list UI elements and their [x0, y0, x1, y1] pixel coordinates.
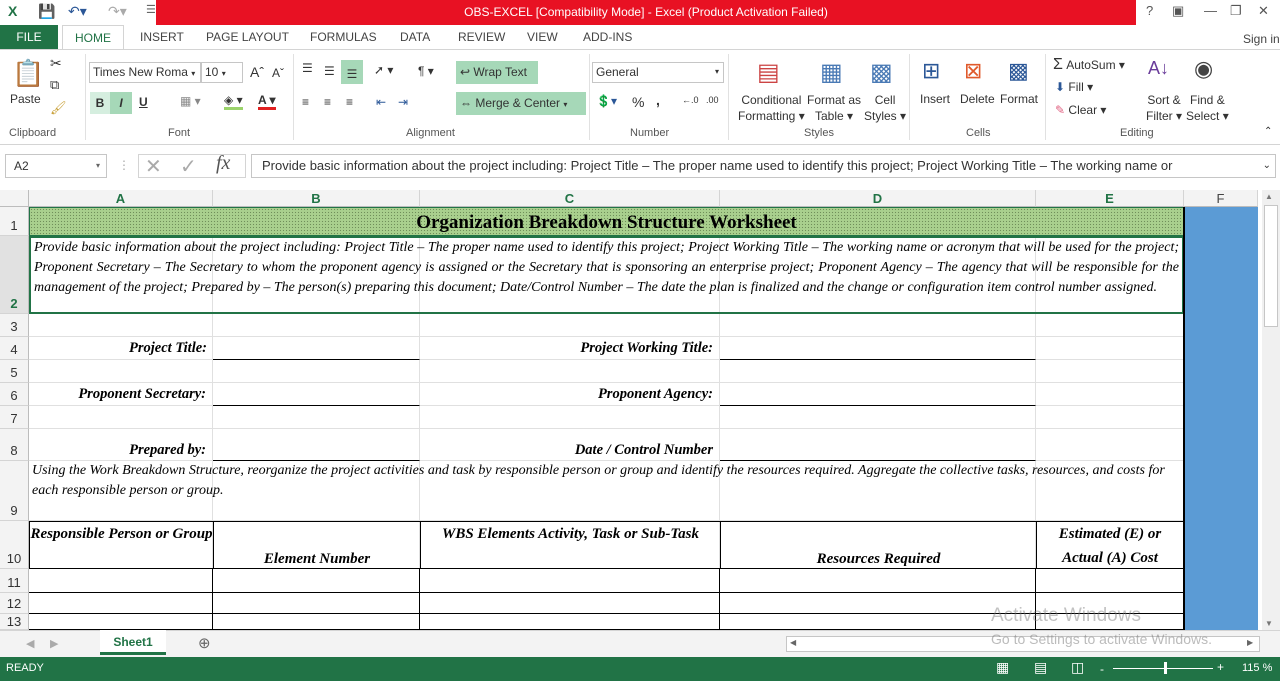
align-right-icon[interactable]: ≡	[346, 95, 354, 109]
grid-cell[interactable]	[720, 406, 1036, 429]
status-ready: READY	[6, 662, 44, 674]
header-responsible-person[interactable]: Responsible Person or Group	[29, 521, 214, 569]
editing-group-label: Editing	[1120, 127, 1154, 139]
borders-icon[interactable]: ▦ ▾	[180, 94, 201, 108]
row-header[interactable]: 3	[0, 314, 29, 337]
row-header[interactable]: 6	[0, 383, 29, 406]
window-title: OBS-EXCEL [Compatibility Mode] - Excel (Product Activation Failed)	[156, 0, 1136, 25]
font-size-value: 10	[205, 65, 219, 79]
watermark-title: Activate Windows	[991, 605, 1141, 626]
grid-cell[interactable]	[29, 314, 213, 337]
worksheet-title-cell[interactable]: Organization Breakdown Structure Worksheet	[29, 207, 1184, 236]
grid-cell[interactable]	[720, 360, 1036, 383]
grid-cell[interactable]	[213, 614, 420, 630]
grid-cell[interactable]	[213, 569, 420, 593]
decrease-font-icon[interactable]: Aˇ	[272, 66, 284, 80]
merge-icon: ⇔	[460, 96, 472, 110]
clear-button[interactable]: ✎ Clear ▾	[1055, 103, 1107, 117]
tab-page-layout[interactable]: PAGE LAYOUT	[206, 30, 289, 44]
tab-insert[interactable]: INSERT	[140, 30, 184, 44]
collapse-ribbon-icon[interactable]: ⌃	[1264, 126, 1273, 137]
tab-data[interactable]: DATA	[400, 30, 431, 44]
intro-cell-a2[interactable]: Provide basic information about the project including: Project Title – The proper name used to identify this project; Project Working Title – The working name or acronym that will be used for the project; Proponent Secretary – The Secretary to whom the proponent agency is assigned or the Secretary that is sponsoring an enterprise project; Proponent Agency – The agency that will be responsible for the management of the project; Prepared by – The person(s) preparing this document; Date/Control Number – The date the plan is finalized and the change or configuration item control number assigned.	[29, 236, 1184, 314]
format-as-table-icon[interactable]: ▦	[820, 59, 843, 86]
row-header[interactable]: 1	[0, 207, 29, 236]
row-header[interactable]: 8	[0, 429, 29, 461]
cancel-icon[interactable]: ✕	[145, 156, 162, 178]
sign-in-link[interactable]: Sign in	[1243, 32, 1280, 46]
grid-cell[interactable]	[720, 314, 1036, 337]
header-resources-required[interactable]: Resources Required	[720, 521, 1037, 569]
increase-indent-icon[interactable]: ⇥	[398, 95, 409, 109]
zoom-out-icon[interactable]: -	[1100, 662, 1104, 676]
header-element-number[interactable]: Element Number	[213, 521, 421, 569]
find-label-2: Select	[1186, 109, 1220, 123]
page-break-view-icon[interactable]: ◫	[1071, 659, 1085, 675]
grid-cell[interactable]	[420, 360, 720, 383]
row-header[interactable]: 11	[0, 569, 29, 593]
sort-filter-icon[interactable]: A↓	[1148, 58, 1170, 78]
insert-cells-icon[interactable]: ⊞	[922, 58, 941, 83]
column-header-c[interactable]: C	[420, 190, 720, 207]
grid-cell[interactable]	[29, 360, 213, 383]
vertical-scroll-thumb[interactable]	[1264, 205, 1278, 327]
autosum-button[interactable]: Σ AutoSum ▾	[1053, 56, 1125, 73]
fat-label-2: Table	[814, 109, 844, 123]
cf-label-2: Formatting	[738, 109, 796, 123]
close-icon[interactable]: ✕	[1258, 3, 1269, 18]
delete-cells-icon[interactable]: ⊠	[964, 58, 983, 83]
paste-icon[interactable]: 📋	[12, 58, 45, 88]
find-label: Find &	[1190, 93, 1225, 107]
grid-cell[interactable]	[213, 360, 420, 383]
underline-button[interactable]: U	[139, 95, 148, 109]
enter-icon[interactable]: ✓	[180, 156, 197, 178]
decrease-decimal-icon[interactable]: .00	[706, 95, 719, 105]
column-header-b[interactable]: B	[213, 190, 420, 207]
grid-cell[interactable]	[420, 314, 720, 337]
project-title-label[interactable]: Project Title:	[29, 337, 213, 360]
row-header[interactable]: 13	[0, 614, 29, 630]
cell-styles-button[interactable]: Cell Styles ▾	[864, 93, 907, 123]
autosum-label: AutoSum	[1066, 58, 1116, 72]
cells-group-label: Cells	[966, 127, 991, 139]
row-header[interactable]: 10	[0, 521, 29, 569]
grid-cell[interactable]	[213, 406, 420, 429]
row-header[interactable]: 2	[0, 236, 29, 314]
save-icon[interactable]: 💾	[38, 3, 56, 19]
italic-button[interactable]: I	[110, 92, 132, 114]
conditional-formatting-button[interactable]: Conditional Formatting ▾	[738, 93, 805, 123]
sigma-icon: Σ	[1053, 56, 1063, 73]
column-header-a[interactable]: A	[29, 190, 213, 207]
format-as-table-button[interactable]: Format as Table ▾	[807, 93, 862, 123]
orientation-icon[interactable]: ➚ ▾	[374, 63, 394, 77]
grid-cell[interactable]	[420, 593, 720, 614]
new-sheet-icon[interactable]: ⊕	[198, 635, 211, 652]
tab-file[interactable]: FILE	[0, 25, 58, 50]
scroll-left-icon[interactable]: ◀	[790, 638, 797, 647]
column-header-e[interactable]: E	[1036, 190, 1184, 207]
alignment-group-label: Alignment	[406, 127, 455, 139]
proponent-agency-input[interactable]	[720, 383, 1036, 406]
binoculars-icon[interactable]: ◉	[1194, 56, 1214, 81]
fill-label: Fill	[1068, 80, 1084, 94]
grid-cell[interactable]	[1036, 569, 1184, 593]
number-format-dropdown[interactable]: General ▾	[592, 62, 724, 83]
accounting-format-icon[interactable]: 💲▾	[596, 94, 617, 108]
sort-filter-button[interactable]: Sort & Filter ▾	[1146, 93, 1183, 123]
grid-cell[interactable]	[420, 569, 720, 593]
grid-cell[interactable]	[29, 406, 213, 429]
prepared-by-input[interactable]	[213, 429, 420, 461]
prepared-by-label[interactable]: Prepared by:	[29, 429, 213, 461]
align-center-icon[interactable]: ≡	[324, 95, 332, 109]
watermark-subtitle: Go to Settings to activate Windows.	[991, 631, 1212, 647]
grid-cell[interactable]	[720, 614, 1036, 630]
customize-qat-icon[interactable]: ☰	[146, 4, 156, 16]
delete-button[interactable]: Delete	[960, 92, 995, 106]
sort-label: Sort &	[1147, 93, 1181, 107]
merge-center-label: Merge & Center	[475, 96, 561, 110]
paste-button[interactable]: Paste	[10, 92, 41, 106]
top-align-icon[interactable]: ☰	[302, 61, 313, 75]
zoom-in-icon[interactable]: +	[1217, 660, 1225, 674]
project-working-title-label[interactable]: Project Working Title:	[420, 337, 720, 360]
conditional-formatting-icon[interactable]: ▤	[757, 59, 780, 86]
cut-icon[interactable]: ✂	[50, 55, 62, 71]
instructions-cell[interactable]: Using the Work Breakdown Structure, reorganize the project activities and task by responsible person or group and identify the resources required. Aggregate the collective tasks, resources, and costs for each responsible person or group.	[29, 461, 1184, 521]
name-box-value: A2	[14, 159, 29, 173]
clipboard-group-label: Clipboard	[9, 127, 57, 139]
row-header[interactable]: 4	[0, 337, 29, 360]
status-bar	[0, 657, 1280, 681]
font-group-label: Font	[168, 127, 191, 139]
tab-review[interactable]: REVIEW	[458, 30, 506, 44]
grid-cell[interactable]	[720, 569, 1036, 593]
grid-cell[interactable]	[213, 314, 420, 337]
prev-sheet-icon[interactable]: ◀	[26, 638, 35, 650]
header-wbs-elements[interactable]: WBS Elements Activity, Task or Sub-Task	[420, 521, 721, 569]
clear-label: Clear	[1068, 103, 1098, 117]
fat-label: Format as	[807, 93, 862, 107]
grid-cell[interactable]	[420, 406, 720, 429]
bold-button[interactable]: B	[90, 92, 110, 114]
formula-value: Provide basic information about the project including: Project Title – The proper name used to identify this project; Project Working Title – The working name or	[262, 158, 1173, 173]
increase-font-icon[interactable]: Aˆ	[250, 64, 264, 80]
wrap-text-icon: ↩	[460, 65, 471, 79]
fill-button[interactable]: ⬇ Fill ▾	[1055, 80, 1094, 94]
insert-function-button[interactable]: fx	[216, 152, 231, 174]
grid-cell[interactable]	[1036, 337, 1184, 360]
font-color-icon[interactable]: A ▾	[258, 93, 276, 110]
row-header[interactable]: 7	[0, 406, 29, 429]
text-direction-icon[interactable]: ¶ ▾	[418, 64, 434, 78]
grid-cell[interactable]	[29, 569, 213, 593]
grid-cell[interactable]	[213, 593, 420, 614]
decrease-indent-icon[interactable]: ⇤	[376, 95, 387, 109]
proponent-agency-label[interactable]: Proponent Agency:	[420, 383, 720, 406]
undo-icon[interactable]: ↶▾	[68, 3, 87, 19]
number-group-label: Number	[630, 127, 670, 139]
tab-formulas[interactable]: FORMULAS	[310, 30, 377, 44]
sort-label-2: Filter	[1146, 109, 1173, 123]
redo-icon[interactable]: ↷▾	[108, 3, 127, 19]
cell-styles-icon[interactable]: ▩	[870, 59, 893, 86]
percent-button[interactable]: %	[632, 94, 645, 110]
minimize-icon[interactable]: —	[1204, 3, 1217, 18]
find-select-button[interactable]: Find & Select ▾	[1186, 93, 1229, 123]
font-size-dropdown[interactable]: 10 ▾	[201, 62, 243, 83]
scroll-right-icon[interactable]: ▶	[1247, 638, 1254, 647]
format-cells-icon[interactable]: ▩	[1008, 58, 1029, 83]
middle-align-icon[interactable]: ☰	[324, 64, 335, 78]
tab-home[interactable]: HOME	[62, 25, 124, 50]
wrap-text-label: Wrap Text	[473, 65, 527, 79]
eraser-icon: ✎	[1055, 103, 1066, 117]
grid-cell[interactable]	[1036, 383, 1184, 406]
zoom-slider[interactable]	[1113, 668, 1213, 669]
row-header[interactable]: 9	[0, 461, 29, 521]
fill-down-icon: ⬇	[1055, 80, 1066, 94]
name-box[interactable]: A2 ▾	[5, 154, 107, 178]
row-header[interactable]: 12	[0, 593, 29, 614]
next-sheet-icon[interactable]: ▶	[50, 638, 59, 650]
tab-add-ins[interactable]: ADD-INS	[583, 30, 633, 44]
grid-cell[interactable]	[29, 593, 213, 614]
increase-decimal-icon[interactable]: ←.0	[682, 95, 699, 105]
header-cost[interactable]: Estimated (E) or Actual (A) Cost	[1036, 521, 1184, 569]
format-painter-icon[interactable]: 🖌	[50, 100, 67, 115]
date-control-label[interactable]: Date / Control Number	[420, 429, 720, 461]
proponent-secretary-input[interactable]	[213, 383, 420, 406]
grid-cell[interactable]	[720, 593, 1036, 614]
ribbon-display-icon[interactable]: ▣	[1172, 3, 1185, 18]
grid-cell[interactable]	[1036, 314, 1184, 337]
styles-group-label: Styles	[804, 127, 834, 139]
copy-icon[interactable]: ⧉	[50, 77, 60, 92]
insert-button[interactable]: Insert	[920, 92, 951, 106]
date-control-input[interactable]	[720, 429, 1036, 461]
column-header-f[interactable]: F	[1184, 190, 1258, 207]
cs-label-2: Styles	[864, 109, 897, 123]
scroll-down-icon[interactable]: ▼	[1265, 619, 1273, 628]
project-working-title-input[interactable]	[720, 337, 1036, 360]
page-layout-view-icon[interactable]: ▤	[1034, 659, 1048, 675]
formula-input[interactable]: Provide basic information about the project including: Project Title – The proper name used to identify this project; Project Working Title – The working name or ⌄	[251, 154, 1276, 178]
fill-color-icon[interactable]: ◈ ▾	[224, 93, 243, 110]
comma-button[interactable]: ,	[656, 92, 660, 108]
align-left-icon[interactable]: ≡	[302, 95, 310, 109]
font-name-dropdown[interactable]: Times New Roma ▾	[89, 62, 201, 83]
project-title-input[interactable]	[213, 337, 420, 360]
column-f-fill[interactable]	[1185, 207, 1258, 630]
formula-bar-separator: ⋮	[118, 158, 130, 172]
scroll-up-icon[interactable]: ▲	[1265, 192, 1273, 201]
grid-cell[interactable]	[1036, 360, 1184, 383]
cf-label: Conditional	[741, 93, 802, 107]
help-button[interactable]: ?	[1146, 3, 1154, 18]
number-format-value: General	[596, 65, 639, 79]
grid-cell[interactable]	[1036, 406, 1184, 429]
proponent-secretary-label[interactable]: Proponent Secretary:	[29, 383, 213, 406]
column-header-d[interactable]: D	[720, 190, 1036, 207]
sheet-tab-sheet1[interactable]: Sheet1	[100, 630, 166, 655]
row-header[interactable]: 5	[0, 360, 29, 383]
tab-view[interactable]: VIEW	[527, 30, 558, 44]
font-name-value: Times New Roma	[93, 65, 188, 79]
normal-view-icon[interactable]: ▦	[996, 659, 1010, 675]
bottom-align-icon[interactable]: ☰	[341, 60, 363, 84]
select-all-button[interactable]	[0, 190, 29, 207]
cs-label: Cell	[874, 93, 896, 107]
zoom-slider-thumb[interactable]	[1164, 662, 1167, 674]
excel-logo-icon: X	[8, 3, 18, 19]
grid-cell[interactable]	[29, 614, 213, 630]
zoom-level[interactable]: 115 %	[1242, 662, 1273, 674]
merge-center-button[interactable]: ⇔ Merge & Center ▾	[456, 92, 586, 115]
grid-cell[interactable]	[1036, 429, 1184, 461]
wrap-text-button[interactable]	[456, 61, 538, 84]
format-button[interactable]: Format	[1000, 92, 1039, 106]
grid-cell[interactable]	[420, 614, 720, 630]
restore-icon[interactable]: ❐	[1230, 3, 1242, 18]
